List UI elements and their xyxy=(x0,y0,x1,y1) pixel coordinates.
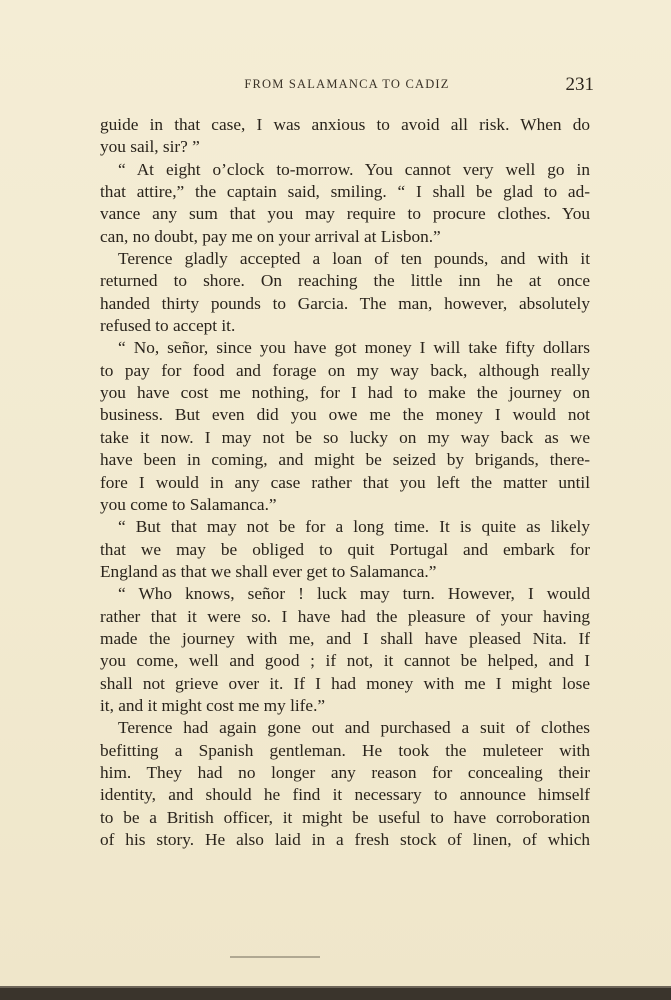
text-line: you sail, sir? ” xyxy=(100,137,200,157)
text-line: returned to shore. On reaching the little inn he at once xyxy=(100,271,590,291)
text-line: can, no doubt, pay me on your arrival at Lisbon.” xyxy=(100,226,441,246)
text-line: to be a British officer, it might be useful to have corroboration xyxy=(100,807,590,827)
text-line: it, and it might cost me my life.” xyxy=(100,695,326,715)
text-line: England as that we shall ever get to Salamanca.” xyxy=(100,561,437,581)
text-line: Terence had again gone out and purchased a suit of clothes xyxy=(118,718,590,738)
text-line: you come to Salamanca.” xyxy=(100,494,277,514)
text-line: of his story. He also laid in a fresh stock of linen, of which xyxy=(100,830,590,849)
text-line: him. They had no longer any reason for concealing their xyxy=(100,762,590,782)
text-line: you come, well and good ; if not, it cannot be helped, and I xyxy=(100,651,590,671)
text-line: identity, and should he find it necessary to announce himself xyxy=(100,785,590,805)
text-line: shall not grieve over it. If I had money with me I might lose xyxy=(100,673,590,693)
text-line: “ At eight o’clock to-morrow. You cannot very well go in xyxy=(118,159,590,179)
text-line: Terence gladly accepted a loan of ten pounds, and with it xyxy=(118,249,590,269)
text-line: rather that it were so. I have had the pleasure of your having xyxy=(100,606,590,626)
text-line: business. But even did you owe me the money I would not xyxy=(100,405,590,425)
text-line: vance any sum that you may require to procure clothes. You xyxy=(100,204,590,224)
text-line: “ Who knows, señor ! luck may turn. However, I would xyxy=(118,584,590,604)
text-line: befitting a Spanish gentleman. He took the muleteer with xyxy=(100,740,590,760)
text-line: that we may be obliged to quit Portugal and embark for xyxy=(100,539,590,559)
text-line: “ No, señor, since you have got money I will take fifty dollars xyxy=(118,338,590,358)
text-line: that attire,” the captain said, smiling. “ I shall be glad to ad- xyxy=(100,182,590,202)
running-head: FROM SALAMANCA TO CADIZ xyxy=(244,77,450,91)
text-line: take it now. I may not be so lucky on my way back as we xyxy=(100,427,590,447)
text-line: fore I would in any case rather that you left the matter until xyxy=(100,472,590,492)
text-line: “ But that may not be for a long time. It is quite as likely xyxy=(118,517,590,537)
body-text xyxy=(100,114,590,851)
text-line: refused to accept it. xyxy=(100,316,236,336)
text-line: you have cost me nothing, for I had to make the journey on xyxy=(100,383,590,403)
scan-smudge xyxy=(230,956,320,958)
page-header xyxy=(100,74,594,96)
text-line: handed thirty pounds to Garcia. The man, however, absolutely xyxy=(100,293,590,313)
text-line: made the journey with me, and I shall have pleased Nita. If xyxy=(100,628,590,648)
text-line: guide in that case, I was anxious to avoid all risk. When do xyxy=(100,115,590,134)
page-number: 231 xyxy=(565,74,594,95)
text-line: have been in coming, and might be seized by brigands, there- xyxy=(100,450,590,470)
scan-bottom-edge xyxy=(0,988,671,1000)
text-line: to pay for food and forage on my way back, although really xyxy=(100,360,590,380)
